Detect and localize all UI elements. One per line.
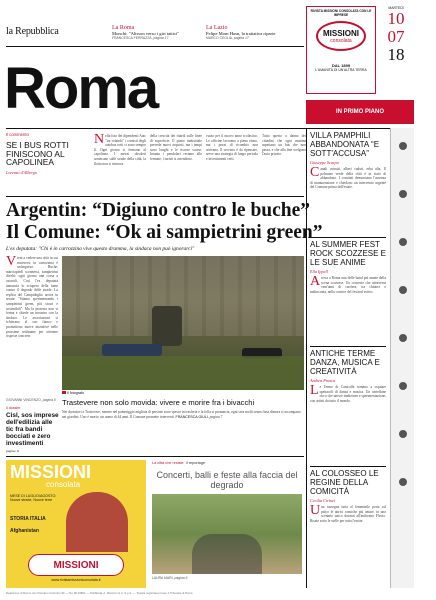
lead-summary: L'ex deputata: "Chi è in carrozzina vive questo dramma, la sindaca non può ignorarci" (6, 246, 195, 252)
museum-icon (399, 430, 407, 438)
bottom-ad-item-3: Afghanistan (10, 528, 39, 534)
masthead-ad[interactable] (306, 6, 376, 94)
cultura-page: pagina 9 (174, 576, 188, 580)
commento-author: Lorenzo d'Albergo (6, 169, 37, 175)
lead-body: Vieni a vedere una città in cui muoversi in carrozzina è un'impresa. Buche, marciapiedi sconnessi, sampietrini divelti: ogni giorno una corsa a ostacoli. Così l'ex deputata annuncia lo sciopero della fame contro il degrado delle strade. La replica del Campidoglio arriva in serata: "Stiamo sperimentando i sampietrini green, più sicuri e sostenibili". Ma la protesta non si ferma e chiede un incontro con la sindaca. Le associazioni si schierano al suo fianco e promettono nuove iniziative nelle prossime settimane per ottenere risposte concrete. (6, 256, 58, 339)
teaser-tag: La Lazio (206, 25, 228, 31)
commento-col-2: della crescita dei ritardi sulle linee di superficie. Il piano industriale prevede nuovi acquisti, ma i tempi sono lunghi e le risorse scarse. Intanto i pendolari restano alle fermate, i turisti si arrendono. (150, 134, 202, 161)
ad-sub: consolata (330, 38, 352, 44)
ad-portrait-icon (66, 492, 128, 552)
teaser-page: pagina 17 (233, 36, 249, 41)
commento-label: Il commento (6, 132, 29, 137)
feature-headline: Cisl, sos imprese dell'edilizia alle tic fra bandi bocciati e zero investimenti (6, 412, 59, 447)
cultura-photo[interactable] (152, 494, 302, 574)
lead-author: GIOVANNI VINCENZO (6, 398, 41, 402)
camera-icon (62, 391, 66, 394)
date-month: 07 (387, 27, 405, 46)
bus-icon (399, 286, 407, 294)
sidebar-item-2[interactable]: AL SUMMER FEST ROCK SCOZZESE E LE SUE ANIME Ella Ippell Arriva a Roma una delle band più amate della scena scozzese. Un concerto che attraversa vent'anni di carriera, tra chitarre e malinconia, nella cornice del festival estivo. (310, 240, 387, 294)
cultura-author: LAURA MARI (152, 576, 173, 580)
bottom-ad-item-1: MESE DI LUGLIO/AGOSTO: Nuove strade, Nuove terre (10, 494, 57, 503)
feature-label: Il dossier (6, 406, 21, 410)
pharmacy-icon (399, 334, 407, 342)
teaser-tag: La Roma (112, 25, 135, 31)
commento[interactable] (6, 132, 86, 175)
teaser-title: Felipe Mom Hasn, la trattativa riparte (206, 31, 276, 36)
ad-logo-icon (316, 21, 366, 51)
right-index-strip (390, 128, 414, 588)
date-box (381, 6, 411, 64)
footer: Redazione di Roma: via Cristoforo Colombo 90 — Tel. 06 49821 — Pubblicità: A. Manzoni & C. S.p.A. — Testata registrata presso il Tribunale di Roma (6, 591, 193, 595)
sidebar-author: Ella Ippell (310, 269, 328, 274)
commento-col-3: vuoto per il nuovo anno scolastico. Le officine lavorano a pieno ritmo, ma i pezzi di ricambio non arrivano. Il servizio è da ripensare, serve una strategia di lungo periodo e investimenti certi. (206, 134, 258, 161)
date-day: 10 (387, 9, 405, 28)
commento-col-4: Tutto questo a danno dei cittadini che ogni mattina aspettano un bus che non passa, e che alla fine scelgono l'auto privata. (262, 134, 306, 157)
phone-icon (399, 238, 407, 246)
ad-brand: MISSIONI (322, 29, 359, 38)
ad-tag1: DAL 1899 (331, 63, 351, 68)
commento-headline: SE I BUS ROTTI FINISCONO AL CAPOLINEA (6, 140, 69, 168)
lead-page: pagina 5 (42, 398, 56, 402)
weather-icon (399, 142, 407, 150)
cultura-headline[interactable]: Concerti, balli e feste alla faccia del degrado (156, 470, 298, 490)
sidebar-headline: VILLA PAMPHILI ABBANDONATA “E SOTT'ACCUSA” (310, 131, 380, 158)
date-weekday: MARTEDÌ (388, 6, 404, 10)
lead-headline-1[interactable]: Argentin: “Digiuno contro le buche” (6, 200, 311, 221)
sidebar-author: Andrea Prasca (310, 378, 336, 383)
teaser-title: Monchi: "Alisson verso i giri tattici" (112, 31, 180, 36)
teaser-2[interactable]: La Lazio Felipe Mom Hasn, la trattativa riparte MARCO CEGLIA, pagina 17 (206, 25, 302, 40)
sidebar-item-1[interactable]: VILLA PAMPHILI ABBANDONATA “E SOTT'ACCUSA” Giuseppe Scarpa Canali ostruiti, alberi caduti, erba alta. Il polmone verde della città è in stato di abbandono. I comitati denunciano l'assenza di manutenzione e chiedono un intervento urgente del Comune prima dell'estate. (310, 131, 386, 190)
photo-caption[interactable]: Trastevere non solo movida: vivere e morire fra i bivacchi (62, 398, 255, 407)
teaser-page: pagina 17 (153, 36, 169, 41)
sidebar-headline: AL COLOSSEO LE REGINE DELLA COMICITÀ (310, 469, 379, 496)
photo-credit: Il fotografo (62, 391, 84, 395)
feature[interactable] (6, 406, 60, 453)
commento-col-1: Nella foto dei dipendenti Atac "tor rolando" i cronisti degli autobus rotti ci sono sempre lì. Ogni giorno si fermano al capolinea. I mezzi obsoleti arrancano sulle strade della città, la flotta non si rinnova. (94, 134, 146, 166)
sidebar-author: Giuseppe Scarpa (310, 160, 339, 165)
info-icon (399, 190, 407, 198)
section-title: Roma (4, 56, 158, 121)
bottom-ad-sub: consolata (46, 480, 81, 489)
sidebar-item-3[interactable]: ANTICHE TERME DANZA, MUSICA E CREATIVITÀ Andrea Prasca Le Terme di Caracalla tornano a ospitare spettacoli di danza e musica. Un cartellone ricco che unisce tradizione e sperimentazione, con artisti da tutto il mondo. (310, 349, 386, 403)
sidebar-headline: AL SUMMER FEST ROCK SCOZZESE E LE SUE ANIME (310, 240, 387, 267)
bottom-ad-logo: MISSIONI (53, 560, 99, 571)
bottom-ad[interactable] (6, 460, 146, 588)
photo-author: FRANCESCA GIULI (175, 414, 208, 419)
bottom-ad-site: www.rivistamissioniconsolata.it (51, 578, 101, 582)
bottom-ad-brand: MISSIONI (10, 462, 92, 482)
logo: la Repubblica (6, 26, 59, 37)
photo-page: pagina 7 (209, 414, 223, 419)
sidebar-author: Cecilia Cirinei (310, 498, 336, 503)
lead-headline-2[interactable]: Il Comune: “Ok ai sampietrini green” (6, 222, 323, 243)
teaser-1[interactable]: La Roma Monchi: "Alisson verso i giri tattici" FRANCESCA FERRAZZA, pagina 17 (112, 25, 202, 40)
sidebar-item-4[interactable]: AL COLOSSEO LE REGINE DELLA COMICITÀ Cecilia Cirinei Una rassegna tutta al femminile porta sul palco le attrici comiche più amate, in uno scenario unico davanti all'anfiteatro Flavio. Risate sotto le stelle per tutta l'estate. (310, 469, 386, 523)
bottom-ad-item-2: STORIA ITALIA (10, 516, 46, 522)
teaser-author: MARCO CEGLIA (206, 36, 232, 41)
in-primo-piano-bar: IN PRIMO PIANO (306, 100, 414, 124)
lead-photo[interactable] (62, 256, 304, 390)
teaser-author: FRANCESCA FERRAZZA (112, 36, 152, 41)
cultura-labels: La città che resiste Il reportage (152, 461, 205, 465)
ad-tag2: L'UMANITÀ DI UN'ALTRA TERRA (315, 68, 367, 72)
date-year: 18 (387, 45, 405, 64)
hospital-icon (399, 382, 407, 390)
feature-page: pagina 11 (6, 449, 20, 453)
photo-subcaption: Nei dormitori a Trastevere, mentre nel pomeriggio migliaia di persone sono spesso in trasferta e la folla si pronuncia, ogni sera molti senza fissa dimora si accampano nei giardini. Uno è morto: un uomo di 44 anni. Il Comune promette interventi. FRANCESCA GIULI, pagina 7 (62, 410, 301, 419)
sidebar-headline: ANTICHE TERME DANZA, MUSICA E CREATIVITÀ (310, 349, 380, 376)
ad-top-text: RIVISTA MISSIONI CONSOLATA CON LE IMPRESE (310, 9, 372, 17)
ticket-icon (399, 478, 407, 486)
